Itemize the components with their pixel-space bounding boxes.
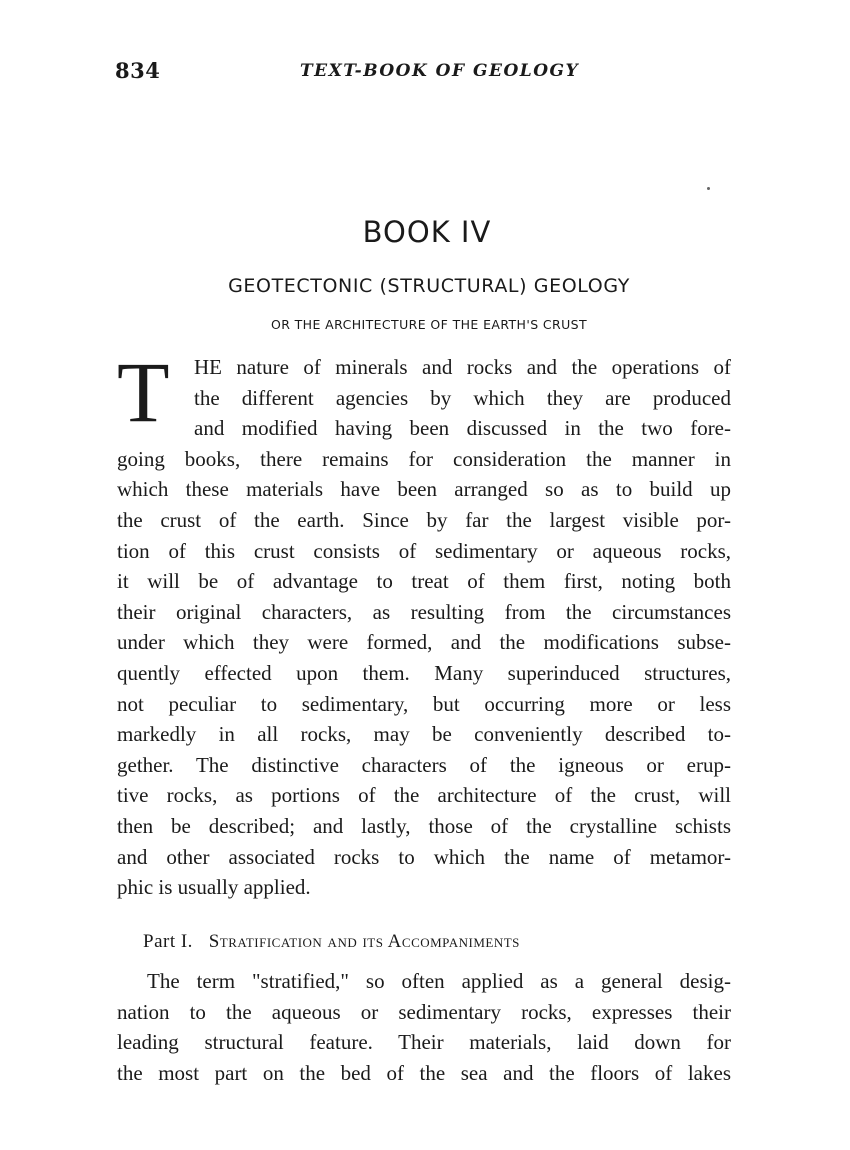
text-line: which these materials have been arranged so as to build up: [117, 477, 731, 502]
drop-cap: T: [117, 344, 170, 440]
text-line: not peculiar to sedimentary, but occurring more or less: [117, 691, 731, 716]
text-line: and other associated rocks to which the name of metamor-: [117, 844, 731, 869]
text-line: going books, there remains for consideration the manner in: [117, 446, 731, 471]
text-line: markedly in all rocks, may be conveniently described to-: [117, 722, 731, 747]
part-heading: [143, 931, 520, 953]
text-line: HE nature of minerals and rocks and the operations of: [194, 355, 731, 379]
text-line: gether. The distinctive characters of the igneous or erup-: [117, 752, 731, 777]
text-line: under which they were formed, and the modifications subse-: [117, 630, 731, 655]
text-line: tion of this crust consists of sedimentary or aqueous rocks,: [117, 538, 731, 563]
section-paragraph: [117, 966, 731, 1088]
text-line: the crust of the earth. Since by far the largest visible por-: [117, 507, 731, 532]
text-line: and modified having been discussed in the two fore-: [194, 416, 731, 441]
part-title: Stratification and its Accompaniments: [208, 931, 520, 952]
running-head: [115, 58, 735, 88]
text-line: quently effected upon them. Many superinduced structures,: [117, 660, 731, 685]
part-label: Part I.: [143, 931, 193, 952]
text-line: the most part on the bed of the sea and the floors of lakes: [117, 1060, 731, 1085]
book-subtitle: GEOTECTONIC (STRUCTURAL) GEOLOGY: [228, 275, 630, 297]
intro-paragraph: [117, 344, 731, 903]
text-line: the different agencies by which they are produced: [194, 385, 731, 410]
text-line: The term "stratified," so often applied as a general desig-: [147, 969, 731, 993]
text-line: then be described; and lastly, those of the crystalline schists: [117, 813, 731, 838]
text-line: phic is usually applied.: [117, 875, 311, 900]
text-line: their original characters, as resulting from the circumstances: [117, 599, 731, 624]
running-title: TEXT-BOOK OF GEOLOGY: [300, 61, 580, 81]
book-title: BOOK IV: [362, 215, 492, 249]
text-line: leading structural feature. Their materials, laid down for: [117, 1030, 731, 1055]
text-line: nation to the aqueous or sedimentary rocks, expresses their: [117, 999, 731, 1024]
text-line: it will be of advantage to treat of them first, noting both: [117, 569, 731, 594]
text-line: tive rocks, as portions of the architecture of the crust, will: [117, 783, 731, 808]
paper-speck: [707, 187, 710, 190]
page-number: 834: [115, 58, 161, 83]
book-alternate-title: OR THE ARCHITECTURE OF THE EARTH'S CRUST: [270, 317, 588, 332]
